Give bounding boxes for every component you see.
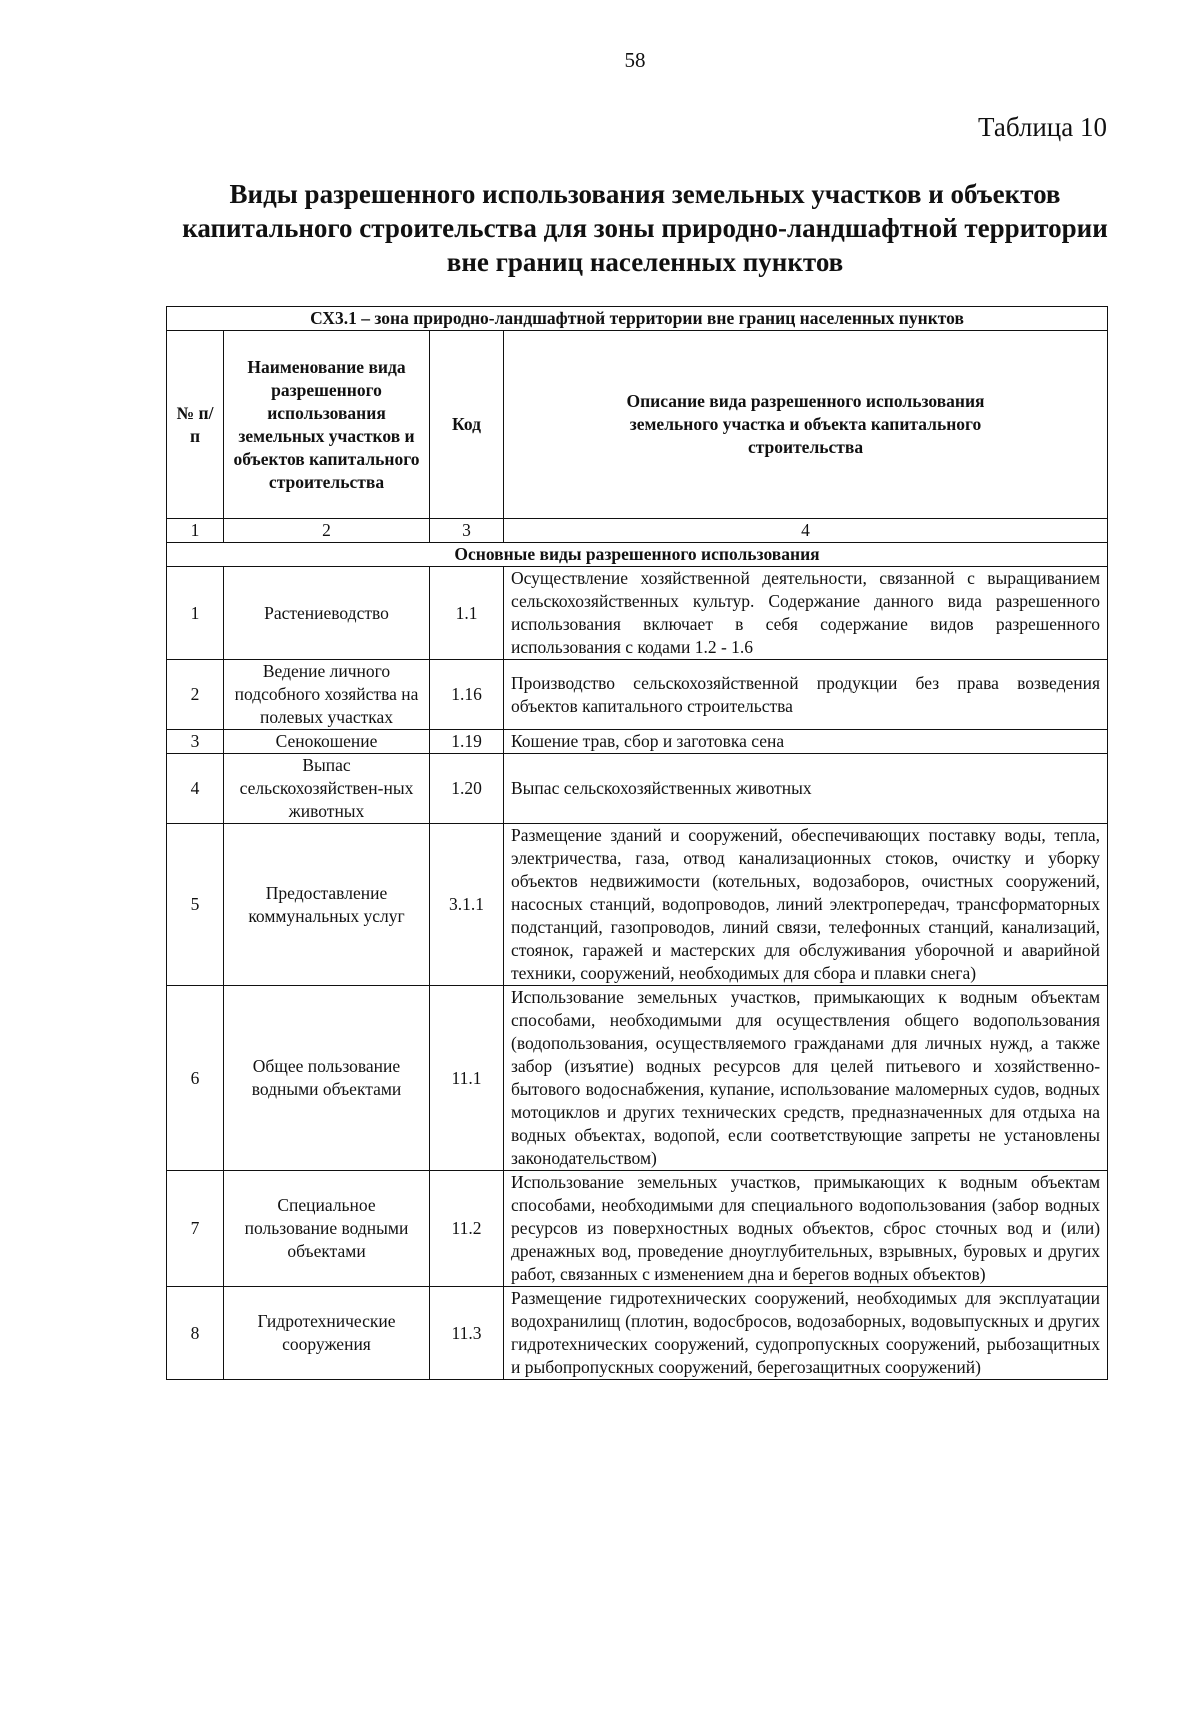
- zone-header: СХ3.1 – зона природно-ландшафтной территории вне границ населенных пунктов: [167, 307, 1108, 331]
- row-num: 8: [167, 1287, 224, 1380]
- column-header-row: [167, 331, 1108, 519]
- table-row: [167, 567, 1108, 660]
- row-name: Ведение личного подсобного хозяйства на полевых участках: [224, 660, 430, 730]
- table-row: [167, 1287, 1108, 1380]
- row-code: 11.2: [430, 1171, 504, 1287]
- row-num: 6: [167, 986, 224, 1171]
- table-row: [167, 824, 1108, 986]
- row-description: Размещение зданий и сооружений, обеспечивающих поставку воды, тепла, электричества, газа, отвод канализационных стоков, очистку и уборку объектов недвижимости (котельных, водозаборов, очистных сооружений, насосных станций, водопроводов, линий электропередач, трансформаторных подстанций, газопроводов, линий связи, телефонных станций, канализаций, стоянок, гаражей и мастерских для обслуживания уборочной и аварийной техники, сооружений, необходимых для сбора и плавки снега): [504, 824, 1108, 986]
- row-description: Производство сельскохозяйственной продукции без права возведения объектов капитального строительства: [504, 660, 1108, 730]
- row-num: 7: [167, 1171, 224, 1287]
- table-row: [167, 1171, 1108, 1287]
- row-num: 2: [167, 660, 224, 730]
- header-name: Наименование вида разрешенного использования земельных участков и объектов капитального строительства: [224, 331, 430, 519]
- row-num: 4: [167, 754, 224, 824]
- row-code: 1.20: [430, 754, 504, 824]
- row-code: 1.1: [430, 567, 504, 660]
- section-row: [167, 543, 1108, 567]
- header-code: Код: [430, 331, 504, 519]
- table-row: [167, 660, 1108, 730]
- column-number: 1: [167, 519, 224, 543]
- row-code: 1.19: [430, 730, 504, 754]
- zone-header-row: [167, 307, 1108, 331]
- column-number: 4: [504, 519, 1108, 543]
- page-number: 58: [624, 48, 646, 72]
- row-description: Использование земельных участков, примыкающих к водным объектам способами, необходимыми для специального водопользования (забор водных ресурсов из поверхностных водных объектов, сброс сточных вод и (или) дренажных вод, проведение дноуглубительных, взрывных, буровых и других работ, связанных с изменением дна и берегов водных объектов): [504, 1171, 1108, 1287]
- table-row: [167, 986, 1108, 1171]
- column-number: 2: [224, 519, 430, 543]
- document-title: Виды разрешенного использования земельных участков и объектов капитального строительства для зоны природно-ландшафтной территории вне границ населенных пунктов: [182, 179, 1108, 277]
- section-title: Основные виды разрешенного использования: [167, 543, 1108, 567]
- row-num: 3: [167, 730, 224, 754]
- row-name: Специальное пользование водными объектами: [224, 1171, 430, 1287]
- row-name: Растениеводство: [224, 567, 430, 660]
- row-name: Предоставление коммунальных услуг: [224, 824, 430, 986]
- row-code: 1.16: [430, 660, 504, 730]
- column-number-row: [167, 519, 1108, 543]
- row-name: Гидротехнические сооружения: [224, 1287, 430, 1380]
- row-name: Сенокошение: [224, 730, 430, 754]
- row-num: 1: [167, 567, 224, 660]
- row-description: Выпас сельскохозяйственных животных: [504, 754, 1108, 824]
- column-number: 3: [430, 519, 504, 543]
- row-description: Кошение трав, сбор и заготовка сена: [504, 730, 1108, 754]
- row-description: Осуществление хозяйственной деятельности, связанной с выращиванием сельскохозяйственных культур. Содержание данного вида разрешенного использования включает в себя содержание видов разрешенного использования с кодами 1.2 - 1.6: [504, 567, 1108, 660]
- row-name: Выпас сельскохозяйствен-ных животных: [224, 754, 430, 824]
- row-code: 11.1: [430, 986, 504, 1171]
- table-row: [167, 754, 1108, 824]
- row-description: Использование земельных участков, примыкающих к водным объектам способами, необходимыми для осуществления общего водопользования (водопользования, осуществляемого гражданами для личных нужд, а также забор (изъятие) водных ресурсов для целей питьевого и хозяйственно-бытового водоснабжения, купание, использование маломерных судов, водных мотоциклов и других технических средств, предназначенных для отдыха на водных объектах, водопой, если соответствующие запреты не установлены законодательством): [504, 986, 1108, 1171]
- row-description: Размещение гидротехнических сооружений, необходимых для эксплуатации водохранилищ (плотин, водосбросов, водозаборных, водовыпускных и других гидротехнических сооружений, судопропускных сооружений, рыбозащитных и рыбопропускных сооружений, берегозащитных сооружений): [504, 1287, 1108, 1380]
- permitted-use-table: [166, 306, 1108, 1380]
- header-num: № п/п: [167, 331, 224, 519]
- table-row: [167, 730, 1108, 754]
- row-code: 11.3: [430, 1287, 504, 1380]
- row-code: 3.1.1: [430, 824, 504, 986]
- header-description: Описание вида разрешенного использования земельного участка и объекта капитального строительства: [504, 331, 1108, 519]
- row-num: 5: [167, 824, 224, 986]
- row-name: Общее пользование водными объектами: [224, 986, 430, 1171]
- table-label: Таблица 10: [978, 112, 1107, 142]
